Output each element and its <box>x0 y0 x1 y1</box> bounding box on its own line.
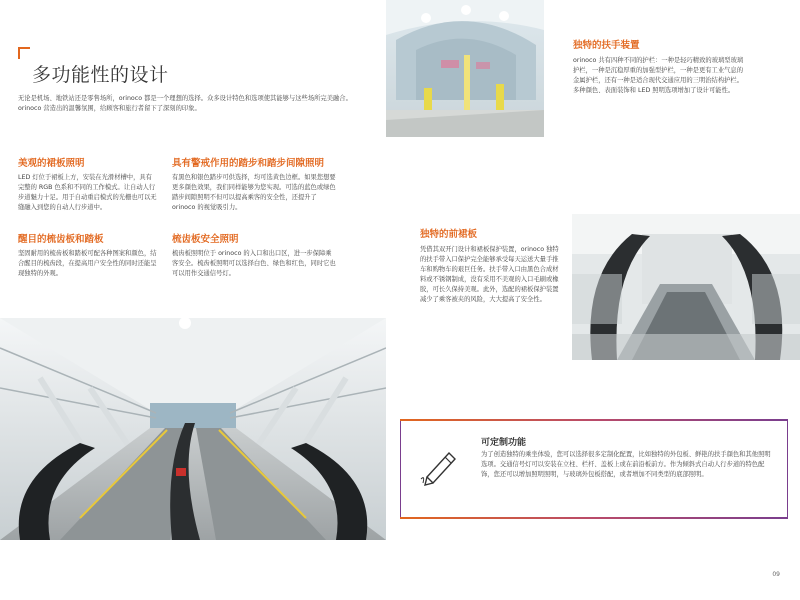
customizable-heading: 可定制功能 <box>481 438 527 448</box>
step-gap-lighting-heading: 具有警戒作用的踏步和踏步间隙照明 <box>172 158 325 169</box>
moving-walkway-illustration <box>0 318 386 540</box>
moving-walkway-photo <box>0 318 386 540</box>
page-title: 多功能性的设计 <box>32 64 169 86</box>
skirt-lighting-text: LED 灯位于裙板上方，安装在光滑材槽中，具有完整的 RGB 色系和不同的工作模式。让自动人行步道魅力十足。用于自动重启模式的光栅也可以无缝融入到您的自动人行步道中。 <box>18 174 157 211</box>
comb-lighting-heading: 梳齿板安全照明 <box>172 234 239 245</box>
subway-station-illustration <box>386 0 544 137</box>
page-number: 09 <box>772 571 780 578</box>
front-skirt-heading: 独特的前裙板 <box>420 229 478 240</box>
pen-icon <box>419 447 461 487</box>
escalator-entrance-photo <box>572 214 800 360</box>
customizable-features-box <box>400 419 788 519</box>
step-gap-lighting-text: 有黑色和银色踏步可供选择，均可选黄色边框。如果您想要更多颜色效果，我们同样能够为您实现。可选的蓝色或绿色踏步间隙照明不但可以提高乘客的安全性，还提升了 orinoco 的视觉吸引力。 <box>172 174 336 211</box>
title-corner-mark <box>18 47 30 59</box>
subway-station-photo <box>386 0 544 137</box>
handrail-text: orinoco 共有四种不同的护栏：一种是轻巧精致的玻璃型玻璃护栏，一种是沉稳厚重的加强型护栏，一种是更有工业气息的金属护栏，还有一种是适合现代交通应用的三明治结构护栏。多种颜色、表面装饰和 LED 照明选项增加了设计可能性。 <box>573 57 744 94</box>
customizable-text: 为了创造独特的乘坐体验，您可以选择很多定制化配置，比如独特的外包板、鲜艳的扶手颜色和其他照明选项。交通信号灯可以安装在立柱、栏杆、盖板上或在前沿板前方。作为倾斜式自动人行步道的特色配饰，您还可以增加照明照明，与玻璃外包板搭配，或者增加不同类型的底部照明。 <box>481 451 771 478</box>
front-skirt-text: 凭借其双开门设计和裙板保护装置，orinoco 独特的扶手带入口保护完全能够承受每天运送大量手推车和购物车的艰巨任务。扶手带入口由黑色合成材料或不锈钢制成，没有采用不美观的入口毛刷或橡胶，可长久保持美观。此外，选配的裙板保护装置减少了乘客被夹的风险，大大提高了安全性。 <box>420 246 559 303</box>
intro-paragraph: 无论是机场、地铁站还是零售场所，orinoco 都是一个理想的选择。众多设计特色和选项使其能够与这些场所完美融合。orinoco 营造出的温馨氛围，给顾客和旅行者留下了深刻的印象。 <box>18 95 352 112</box>
handrail-heading: 独特的扶手装置 <box>573 40 640 51</box>
comb-plate-heading: 醒目的梳齿板和踏板 <box>18 234 104 245</box>
comb-plate-text: 坚固耐用的梳齿板和踏板可配各种图案和颜色，结合醒目的梳齿段，在提高用户安全性的同时还能呈现独特的外观。 <box>18 250 157 277</box>
skirt-lighting-heading: 美观的裙板照明 <box>18 158 85 169</box>
escalator-entrance-illustration <box>572 214 800 360</box>
comb-lighting-text: 梳齿板照明位于 orinoco 的入口和出口区，进一步保障乘客安全。梳齿板照明可以选择白色、绿色和红色，同时它也可以用作交通信号灯。 <box>172 250 336 277</box>
